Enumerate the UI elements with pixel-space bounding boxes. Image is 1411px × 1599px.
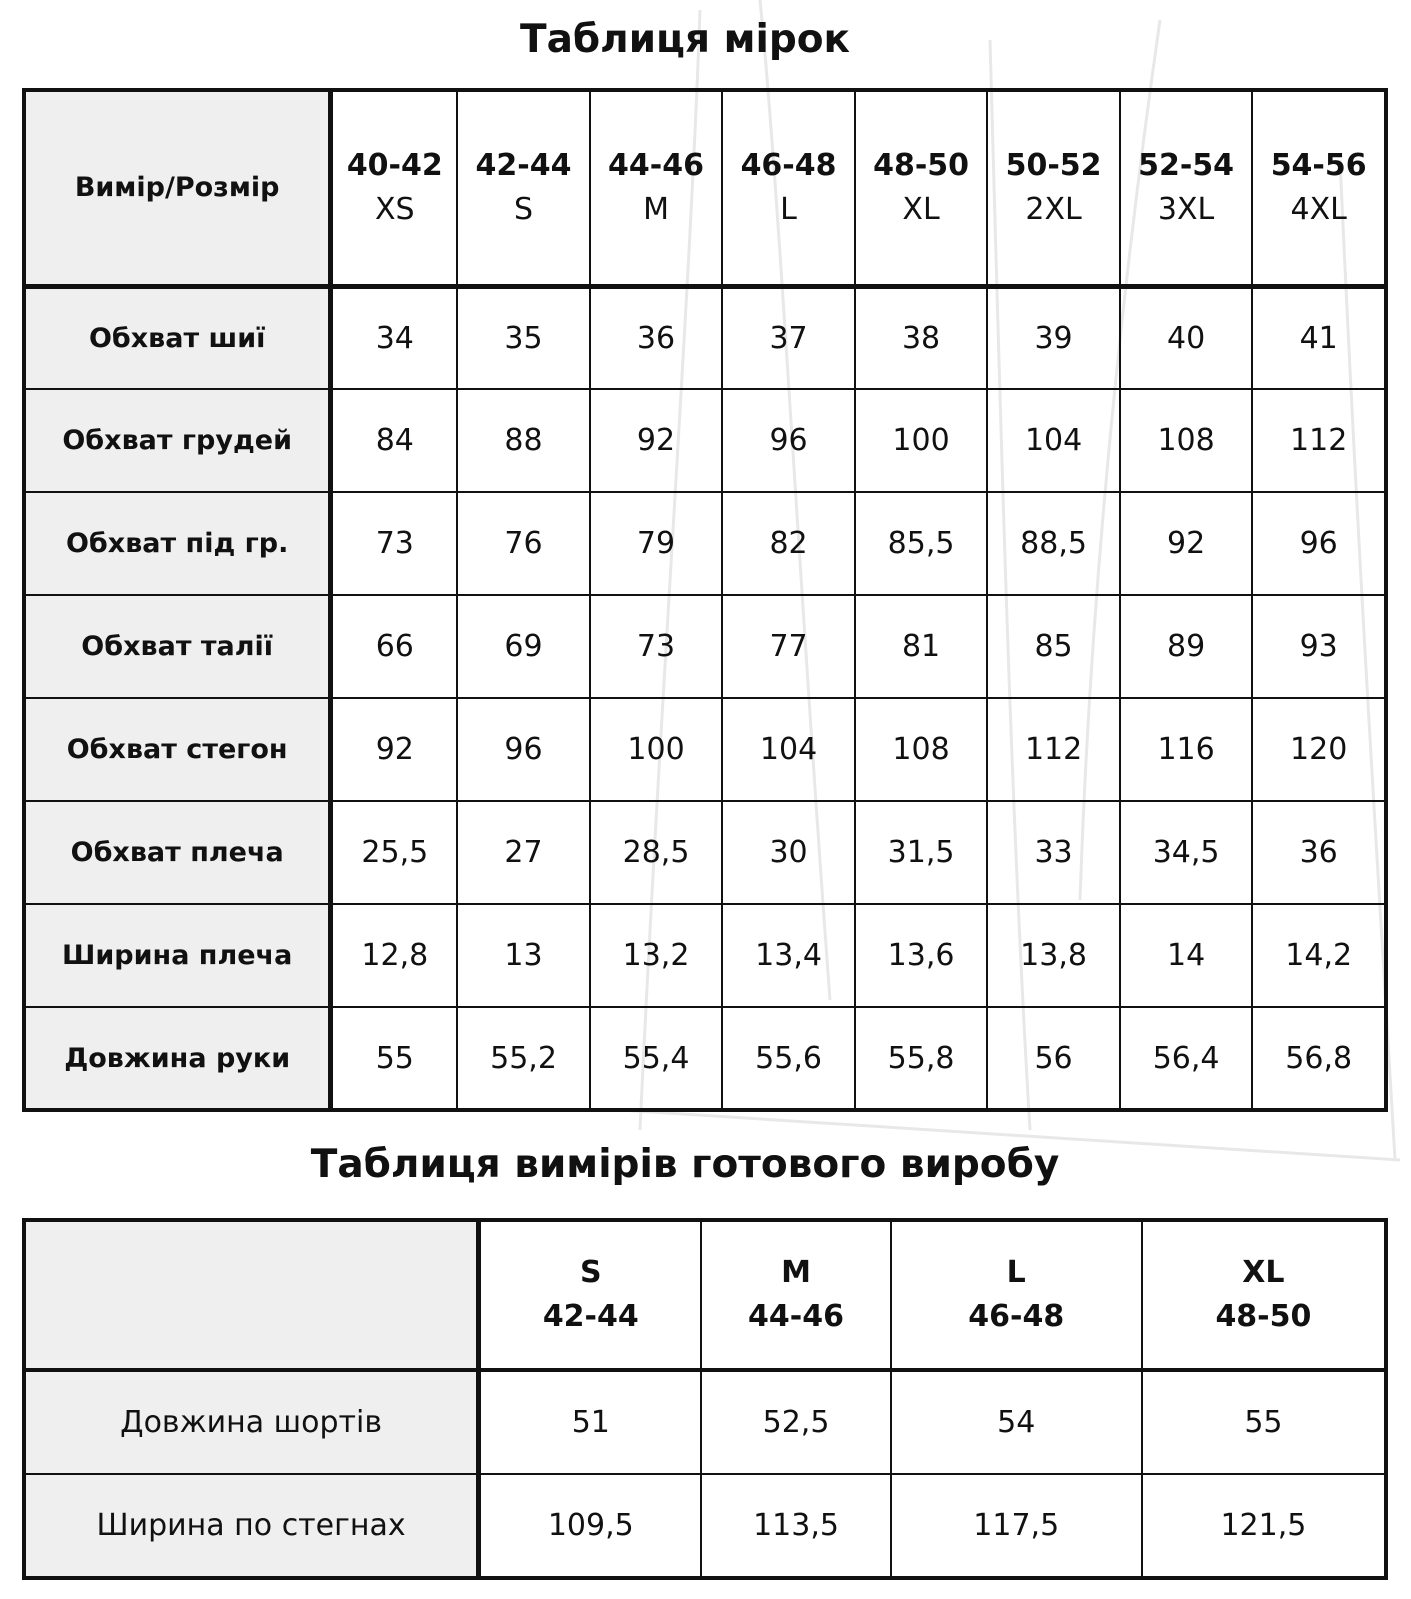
- table-cell: 100: [590, 698, 723, 801]
- table-cell: 113,5: [701, 1474, 890, 1578]
- table-cell: 89: [1120, 595, 1253, 698]
- table-cell: 85,5: [855, 492, 988, 595]
- table-cell: 96: [1252, 492, 1386, 595]
- table-cell: 73: [331, 492, 457, 595]
- table-cell: 34: [331, 286, 457, 389]
- size-number: 46-48: [740, 147, 837, 183]
- size-number: 46-48: [968, 1299, 1065, 1334]
- table-cell: 27: [457, 801, 590, 904]
- table-cell: 92: [331, 698, 457, 801]
- size-column-header: [722, 90, 855, 286]
- table-row: [24, 286, 1386, 389]
- size-column-header: [457, 90, 590, 286]
- size-letter: 3XL: [1157, 191, 1215, 227]
- size-letter: S: [579, 1255, 602, 1290]
- table-cell: 96: [457, 698, 590, 801]
- table-cell: 14,2: [1252, 904, 1386, 1007]
- size-number: 40-42: [346, 147, 443, 183]
- table-cell: 84: [331, 389, 457, 492]
- sizes-table-title: Таблиця мірок: [520, 17, 850, 62]
- table-row: [24, 698, 1386, 801]
- finished-product-table: [22, 1218, 1388, 1580]
- table-row: [24, 904, 1386, 1007]
- table-cell: 109,5: [479, 1474, 702, 1578]
- table-cell: 55: [331, 1007, 457, 1110]
- table-cell: 39: [987, 286, 1120, 389]
- finished-table-title: Таблиця вимірів готового виробу: [310, 1142, 1060, 1187]
- size-number: 42-44: [475, 147, 572, 183]
- size-letter: XS: [374, 191, 415, 227]
- size-number: 54-56: [1270, 147, 1367, 183]
- table-cell: 31,5: [855, 801, 988, 904]
- table-cell: 25,5: [331, 801, 457, 904]
- measurements-table: [22, 88, 1388, 1112]
- size-column-header: [1120, 90, 1253, 286]
- table-cell: 92: [590, 389, 723, 492]
- size-column-header: [1252, 90, 1386, 286]
- header-row: [24, 1220, 1386, 1370]
- table-cell: 66: [331, 595, 457, 698]
- table-cell: 14: [1120, 904, 1253, 1007]
- table-cell: 12,8: [331, 904, 457, 1007]
- table-cell: 108: [1120, 389, 1253, 492]
- table-cell: 73: [590, 595, 723, 698]
- table-cell: 56,8: [1252, 1007, 1386, 1110]
- table-cell: 40: [1120, 286, 1253, 389]
- table-cell: 108: [855, 698, 988, 801]
- table-cell: 55,6: [722, 1007, 855, 1110]
- table-cell: 55,8: [855, 1007, 988, 1110]
- table-cell: 34,5: [1120, 801, 1253, 904]
- table-cell: 88,5: [987, 492, 1120, 595]
- table-cell: 92: [1120, 492, 1253, 595]
- row-label: Обхват грудей: [24, 389, 331, 492]
- row-label: Обхват плеча: [24, 801, 331, 904]
- row-label: Ширина плеча: [24, 904, 331, 1007]
- row-label: Довжина руки: [24, 1007, 331, 1110]
- corner-header: [24, 1220, 479, 1370]
- table-cell: 88: [457, 389, 590, 492]
- table-cell: 41: [1252, 286, 1386, 389]
- table-cell: 56,4: [1120, 1007, 1253, 1110]
- table-cell: 51: [479, 1370, 702, 1474]
- table-cell: 79: [590, 492, 723, 595]
- row-label: Обхват шиї: [24, 286, 331, 389]
- table-cell: 81: [855, 595, 988, 698]
- table-cell: 56: [987, 1007, 1120, 1110]
- row-label: Ширина по стегнах: [24, 1474, 479, 1578]
- table-cell: 69: [457, 595, 590, 698]
- size-column-header: [891, 1220, 1142, 1370]
- size-letter: M: [643, 191, 669, 227]
- table-row: [24, 595, 1386, 698]
- row-label: Довжина шортів: [24, 1370, 479, 1474]
- table-cell: 13: [457, 904, 590, 1007]
- table-cell: 112: [987, 698, 1120, 801]
- size-letter: 4XL: [1290, 191, 1347, 227]
- size-column-header: [590, 90, 723, 286]
- size-column-header: [331, 90, 457, 286]
- table-row: [24, 1474, 1386, 1578]
- table-cell: 55,2: [457, 1007, 590, 1110]
- size-number: 44-46: [608, 147, 704, 183]
- table-row: [24, 492, 1386, 595]
- table-cell: 13,2: [590, 904, 723, 1007]
- size-column-header: [1142, 1220, 1386, 1370]
- table-cell: 52,5: [701, 1370, 890, 1474]
- size-letter: M: [781, 1255, 811, 1290]
- table-cell: 77: [722, 595, 855, 698]
- table-cell: 104: [987, 389, 1120, 492]
- header-row: [24, 90, 1386, 286]
- table-cell: 116: [1120, 698, 1253, 801]
- table-cell: 76: [457, 492, 590, 595]
- table-row: [24, 801, 1386, 904]
- size-column-header: [701, 1220, 890, 1370]
- row-label: Обхват під гр.: [24, 492, 331, 595]
- table-cell: 36: [590, 286, 723, 389]
- table-cell: 54: [891, 1370, 1142, 1474]
- table-cell: 104: [722, 698, 855, 801]
- size-number: 52-54: [1138, 147, 1235, 183]
- table-cell: 30: [722, 801, 855, 904]
- table-cell: 55,4: [590, 1007, 723, 1110]
- table-cell: 96: [722, 389, 855, 492]
- size-column-header: [855, 90, 988, 286]
- size-letter: L: [780, 191, 797, 227]
- table-row: [24, 389, 1386, 492]
- size-number: 48-50: [873, 147, 970, 183]
- corner-header: Вимір/Розмір: [24, 90, 331, 286]
- table-cell: 82: [722, 492, 855, 595]
- size-letter: XL: [902, 191, 940, 227]
- row-label: Обхват стегон: [24, 698, 331, 801]
- table-cell: 38: [855, 286, 988, 389]
- table-cell: 55: [1142, 1370, 1386, 1474]
- size-letter: XL: [1242, 1255, 1285, 1290]
- size-column-header: [987, 90, 1120, 286]
- table-cell: 35: [457, 286, 590, 389]
- size-number: 48-50: [1215, 1299, 1312, 1334]
- size-column-header: [479, 1220, 702, 1370]
- table-cell: 120: [1252, 698, 1386, 801]
- size-number: 44-46: [748, 1299, 844, 1334]
- table-row: [24, 1007, 1386, 1110]
- table-cell: 36: [1252, 801, 1386, 904]
- table-cell: 37: [722, 286, 855, 389]
- table-cell: 93: [1252, 595, 1386, 698]
- table-cell: 112: [1252, 389, 1386, 492]
- row-label: Обхват талії: [24, 595, 331, 698]
- table-cell: 100: [855, 389, 988, 492]
- size-number: 50-52: [1005, 147, 1102, 183]
- table-cell: 33: [987, 801, 1120, 904]
- size-letter: L: [1006, 1255, 1026, 1290]
- size-number: 42-44: [542, 1299, 639, 1334]
- table-cell: 13,4: [722, 904, 855, 1007]
- table-row: [24, 1370, 1386, 1474]
- size-letter: S: [513, 191, 534, 227]
- table-cell: 13,6: [855, 904, 988, 1007]
- table-cell: 117,5: [891, 1474, 1142, 1578]
- table-cell: 28,5: [590, 801, 723, 904]
- table-cell: 85: [987, 595, 1120, 698]
- size-letter: 2XL: [1025, 191, 1082, 227]
- table-cell: 121,5: [1142, 1474, 1386, 1578]
- table-cell: 13,8: [987, 904, 1120, 1007]
